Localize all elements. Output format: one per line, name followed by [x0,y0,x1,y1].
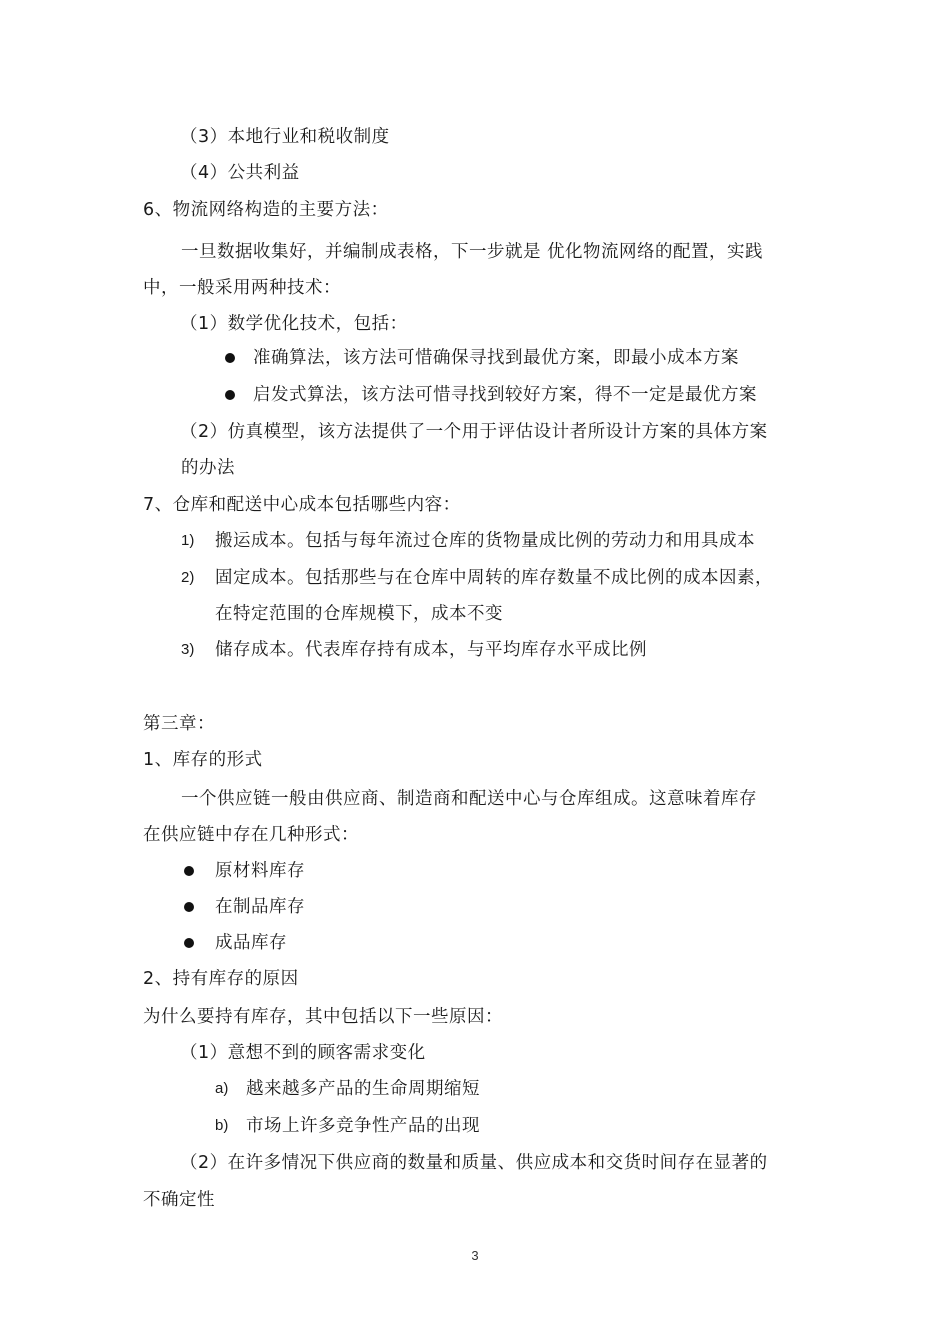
text-line: 为什么要持有库存，其中包括以下一些原因： [143,1007,503,1027]
list-letter: b) [215,1117,229,1134]
bullet-icon [184,866,194,876]
list-letter: a) [215,1080,229,1097]
list-item: 准确算法，该方法可惜确保寻找到最优方案，即最小成本方案 [253,348,739,368]
list-item: 储存成本。代表库存持有成本，与平均库存水平成比例 [215,640,647,660]
list-item-continuation: 在特定范围的仓库规模下，成本不变 [215,604,503,624]
bullet-icon [225,390,235,400]
section-heading: 1、库存的形式 [143,750,263,770]
text-line: （3）本地行业和税收制度 [180,127,390,147]
list-number: 1) [181,532,195,549]
text-line: 一旦数据收集好，并编制成表格，下一步就是 优化物流网络的配置，实践 [181,242,764,262]
text-line: 在供应链中存在几种形式： [143,825,359,845]
page-number: 3 [471,1248,479,1263]
list-item: 原材料库存 [215,861,305,881]
text-line: （1）数学优化技术，包括： [180,314,408,334]
text-line: （2）仿真模型，该方法提供了一个用于评估设计者所设计方案的具体方案 [180,422,768,442]
bullet-icon [184,938,194,948]
chapter-heading: 第三章： [143,714,215,734]
text-line: （1）意想不到的顾客需求变化 [180,1043,426,1063]
list-item: 市场上许多竞争性产品的出现 [246,1116,480,1136]
list-item: 搬运成本。包括与每年流过仓库的货物量成比例的劳动力和用具成本 [215,531,755,551]
section-heading: 6、物流网络构造的主要方法： [143,200,389,220]
text-line: 不确定性 [143,1190,215,1210]
text-line: 中，一般采用两种技术： [143,278,341,298]
list-number: 3) [181,641,195,658]
bullet-icon [184,902,194,912]
section-heading: 7、仓库和配送中心成本包括哪些内容： [143,495,461,515]
text-line: 一个供应链一般由供应商、制造商和配送中心与仓库组成。这意味着库存 [181,789,757,809]
text-line: （2）在许多情况下供应商的数量和质量、供应成本和交货时间存在显著的 [180,1153,768,1173]
list-number: 2) [181,569,195,586]
bullet-icon [225,353,235,363]
text-line: 的办法 [181,458,235,478]
section-heading: 2、持有库存的原因 [143,969,299,989]
text-line: （4）公共利益 [180,163,300,183]
list-item: 固定成本。包括那些与在仓库中周转的库存数量不成比例的成本因素， [215,568,773,588]
list-item: 成品库存 [215,933,287,953]
list-item: 在制品库存 [215,897,305,917]
list-item: 启发式算法，该方法可惜寻找到较好方案，得不一定是最优方案 [253,385,757,405]
list-item: 越来越多产品的生命周期缩短 [246,1079,480,1099]
